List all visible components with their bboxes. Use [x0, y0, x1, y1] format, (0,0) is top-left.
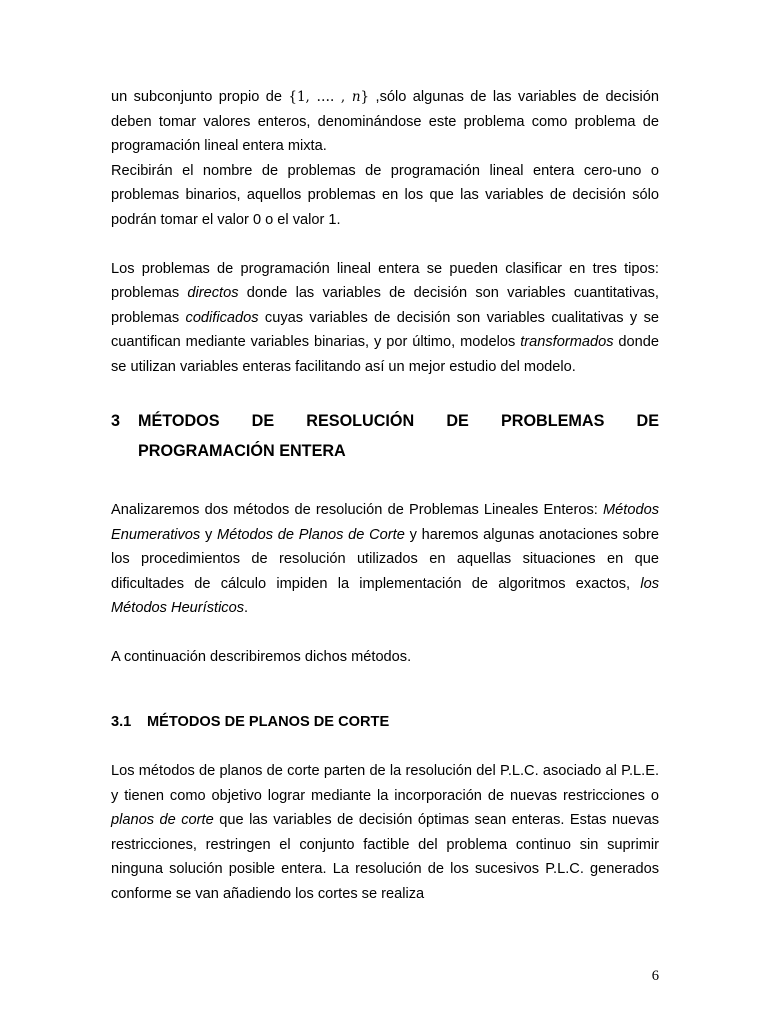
math-set-close: }: [360, 89, 370, 105]
emphasis-term: planos de corte: [111, 812, 214, 828]
page-number: 6: [651, 968, 659, 984]
emphasis-term: directos: [187, 285, 239, 301]
paragraph-text: cuyas variables de decisión son variables cualitativas y se cuantifican mediante variables binarias, y por último, modelos: [111, 309, 659, 350]
emphasis-term: Métodos Enumerativos: [111, 502, 659, 543]
paragraph-text: Los métodos de planos de corte parten de la resolución del P.L.C. asociado al P.L.E. y tienen como objetivo lograr mediante la incorporación de nuevas restricciones o: [111, 763, 659, 804]
paragraph-text: y haremos algunas anotaciones sobre los procedimientos de resolución utilizados en aquellas situaciones en que dificultades de cálculo impiden la implementación de algoritmos exactos,: [111, 526, 660, 592]
paragraph-methods-intro: [111, 498, 659, 621]
paragraph-continuation: A continuación describiremos dichos métodos.: [111, 649, 412, 665]
paragraph-text: un subconjunto propio de: [111, 89, 289, 105]
emphasis-term: codificados: [185, 309, 259, 326]
page-content: [111, 85, 659, 906]
paragraph-text: Analizaremos dos métodos de resolución de Problemas Lineales Enteros:: [111, 502, 604, 518]
paragraph-mixed-integer: [111, 85, 659, 159]
paragraph-text: ,sólo algunas de las variables de decisión deben tomar valores enteros, denominándose este problema como problema de programación lineal entera mixta.: [111, 89, 659, 154]
paragraph-text: que las variables de decisión óptimas sean enteras. Estas nuevas restricciones, restringen el conjunto factible del problema continuo sin suprimir ninguna solución posible entera. La resolución de los sucesivos P.L.C. generados conforme se van añadiendo los cortes se realiza: [111, 812, 659, 902]
math-set: [288, 89, 369, 105]
paragraph-text: y: [200, 526, 218, 543]
subsection-heading: [111, 710, 659, 735]
emphasis-term: transformados: [520, 334, 614, 350]
subsection-number: 3.1: [111, 713, 132, 730]
paragraph-text: donde se utilizan variables enteras facilitando así un mejor estudio del modelo.: [111, 334, 659, 375]
section-title-line-1: MÉTODOS DE RESOLUCIÓN DE PROBLEMAS DE: [138, 412, 659, 430]
section-title-line-2: PROGRAMACIÓN ENTERA: [138, 442, 346, 460]
section-number: 3: [111, 412, 121, 430]
emphasis-term: los Métodos Heurísticos: [111, 575, 659, 616]
paragraph-classification: [111, 257, 659, 380]
paragraph-text: Los problemas de programación lineal entera se pueden clasificar en tres tipos: problemas: [111, 260, 659, 301]
math-set-open: {1, …. ,: [288, 89, 352, 105]
paragraph-cutting-planes: [111, 759, 659, 906]
paragraph-binary-problems: Recibirán el nombre de problemas de programación lineal entera cero-uno o problemas binarios, aquellos problemas en los que las variables de decisión sólo podrán tomar el valor 0 o el valor 1.: [111, 162, 659, 228]
subsection-title: MÉTODOS DE PLANOS DE CORTE: [147, 713, 390, 730]
paragraph-text: donde las variables de decisión son variables cuantitativas, problemas: [111, 285, 659, 326]
emphasis-term: Métodos de Planos de Corte: [217, 526, 405, 543]
section-heading: [111, 406, 659, 436]
paragraph-text: .: [244, 600, 249, 616]
math-variable: n: [351, 89, 361, 105]
